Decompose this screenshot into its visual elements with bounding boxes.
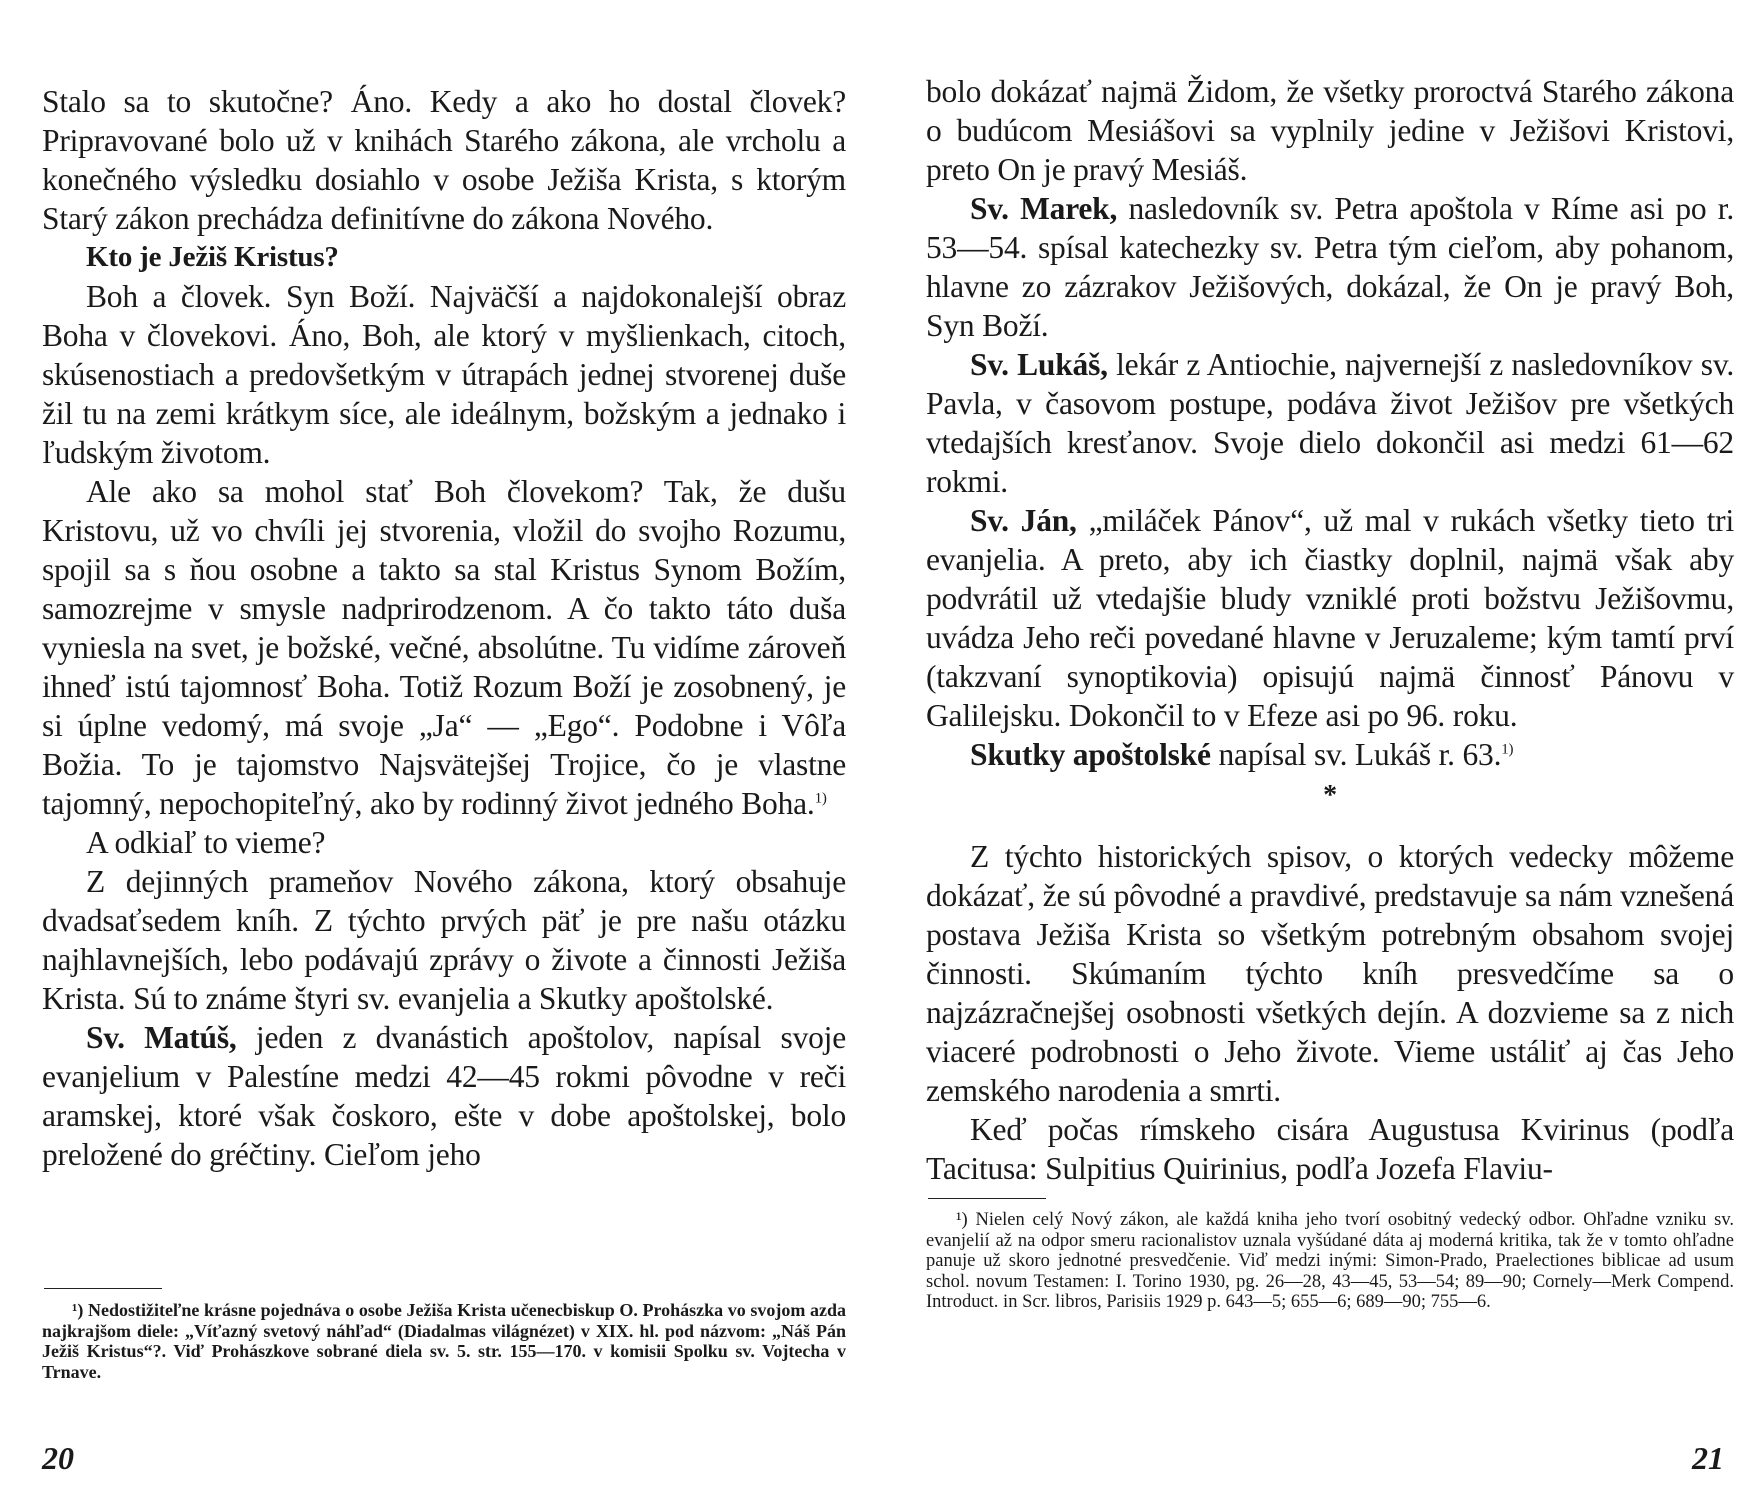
paragraph-text: jeden z dvanástich apoštolov, napísal svoje evanjelium v Palestíne medzi 42—45 rokmi pôvodne v reči aramskej, ktoré však čoskoro, ešte v dobe apoštolskej, bolo preložené do gréčtiny. Cieľom jeho	[42, 1020, 846, 1172]
footnote	[42, 1300, 846, 1382]
paragraph	[926, 345, 1734, 501]
footnote-reference: 1)	[814, 790, 827, 807]
paragraph-text: napísal sv. Lukáš r. 63.	[1210, 737, 1502, 772]
footnote-text: ¹) Nedostižiteľne krásne pojednáva o osobe Ježiša Krista učenecbiskup O. Prohászka vo svojom azda najkrajšom diele: „Víťazný svetový náhľad“ (Diadalmas világnézet) v XIX. hl. pod názvom: „Náš Pán Ježiš Kristus“?. Viď Prohászkove sobrané diela sv. 5. str. 155—170. v komisii Spolku sv. Vojtecha v Trnave.	[42, 1300, 846, 1382]
section-divider-star: *	[1323, 780, 1337, 811]
bold-lead: Sv. Marek,	[970, 191, 1118, 226]
footnote-rule	[928, 1198, 1046, 1199]
paragraph	[926, 189, 1734, 345]
paragraph	[42, 1018, 846, 1174]
footnote	[926, 1210, 1734, 1313]
paragraph-text: „miláček Pánov“, už mal v rukách všetky tieto tri evanjelia. A preto, aby ich čiastky doplnil, najmä však aby podvrátil už vtedajšie bludy vzniklé proti božstvu Ježišovmu, uvádza Jeho reči povedané hlavne v Jeruzaleme; kým tamtí prví (takzvaní synoptikovia) opisujú najmä činnosť Pánovu v Galilejsku. Dokončil to v Efeze asi po 96. roku.	[926, 503, 1734, 733]
page-number: 20	[42, 1440, 74, 1476]
paragraph-text: lekár z Antiochie, najvernejší z nasledovníkov sv. Pavla, v časovom postupe, podáva život Ježišov pre všetkých vtedajších kresťanov. Svoje dielo dokončil asi medzi 61—62 rokmi.	[926, 347, 1734, 499]
paragraph	[926, 501, 1734, 735]
footnote-rule	[44, 1288, 162, 1289]
right-page	[876, 0, 1752, 1500]
paragraph: Keď počas rímskeho cisára Augustusa Kvirinus (podľa Tacitusa: Sulpitius Quirinius, podľa Jozefa Flaviu-	[926, 1112, 1734, 1186]
paragraph	[926, 735, 1734, 774]
right-body-text	[926, 72, 1734, 1188]
paragraph: Z týchto historických spisov, o ktorých vedecky môžeme dokázať, že sú pôvodné a pravdivé, predstavuje sa nám vznešená postava Ježiša Krista so všetkým potrebným obsahom svojej činnosti. Skúmaním týchto kníh presvedčíme sa o najzázračnejšej osobnosti všetkých dejín. A dozvieme sa z nich viaceré podrobnosti o Jeho živote. Vieme ustáliť aj čas Jeho zemského narodenia a smrti.	[926, 839, 1734, 1108]
bold-lead: Sv. Lukáš,	[970, 347, 1108, 382]
paragraph-text: Ale ako sa mohol stať Boh človekom? Tak, že dušu Kristovu, už vo chvíli jej stvorenia, vložil do svojho Rozumu, spojil sa s ňou osobne a takto sa stal Kristus Synom Božím, samozrejme v smysle nadprirodzenom. A čo takto táto duša vyniesla na svet, je božské, večné, absolútne. Tu vidíme zároveň ihneď istú tajomnosť Boha. Totiž Rozum Boží je zosobnený, je si úplne vedomý, má svoje „Ja“ — „Ego“. Podobne i Vôľa Božia. To je tajomstvo Najsvätejšej Trojice, čo je vlastne tajomný, nepochopiteľný, ako by rodinný život jedného Boha.	[42, 474, 846, 821]
footnote-reference: 1)	[1501, 741, 1514, 758]
paragraph: Stalo sa to skutočne? Áno. Kedy a ako ho dostal človek? Pripravované bolo už v knihách Starého zákona, ale vrcholu a konečného výsledku dosiahlo v osobe Ježiša Krista, s ktorým Starý zákon prechádza definitívne do zákona Nového.	[42, 84, 846, 236]
paragraph-text: nasledovník sv. Petra apoštola v Ríme asi po r. 53—54. spísal katechezky sv. Petra tým cieľom, aby pohanom, hlavne zo zázrakov Ježišových, dokázal, že On je pravý Boh, Syn Boží.	[926, 191, 1734, 343]
paragraph: A odkiaľ to vieme?	[86, 825, 326, 860]
left-body-text	[42, 82, 846, 1174]
paragraph	[42, 472, 846, 823]
paragraph: Boh a človek. Syn Boží. Najväčší a najdokonalejší obraz Boha v človekovi. Áno, Boh, ale ktorý v myšlienkach, citoch, skúsenostiach a predovšetkým v útrapách jednej stvorenej duše žil tu na zemi krátkym síce, ale ideálnym, božským a jednako i ľudským životom.	[42, 279, 846, 470]
bold-lead: Sv. Ján,	[970, 503, 1077, 538]
bold-lead: Sv. Matúš,	[86, 1020, 237, 1055]
footnote-text: ¹) Nielen celý Nový zákon, ale každá kniha jeho tvorí osobitný vedecký odbor. Ohľadne vzniku sv. evanjelií až na odpor smeru racionalistov uznala vyšúdané dáta aj moderná kritika, tak že v tomto ohľadne panuje už skoro jednotné presvedčenie. Viď medzi inými: Simon-Prado, Praelectiones biblicae ad usum schol. novum Testamen: I. Torino 1930, pg. 26—28, 43—45, 53—54; 89—90; Cornely—Merk Compend. Introduct. in Scr. libros, Parisiis 1929 p. 643—5; 655—6; 689—90; 755—6.	[926, 1210, 1734, 1312]
section-heading: Kto je Ježiš Kristus?	[86, 241, 339, 273]
paragraph: Z dejinných prameňov Nového zákona, ktorý obsahuje dvadsaťsedem kníh. Z týchto prvých päť je pre našu otázku najhlavnejších, lebo podávajú zprávy o živote a činnosti Ježiša Krista. Sú to známe štyri sv. evanjelia a Skutky apoštolské.	[42, 864, 846, 1016]
page-number: 21	[1692, 1440, 1724, 1476]
bold-lead: Skutky apoštolské	[970, 737, 1211, 772]
paragraph: bolo dokázať najmä Židom, že všetky proroctvá Starého zákona o budúcom Mesiášovi sa vyplnily jedine v Ježišovi Kristovi, preto On je pravý Mesiáš.	[926, 74, 1734, 187]
